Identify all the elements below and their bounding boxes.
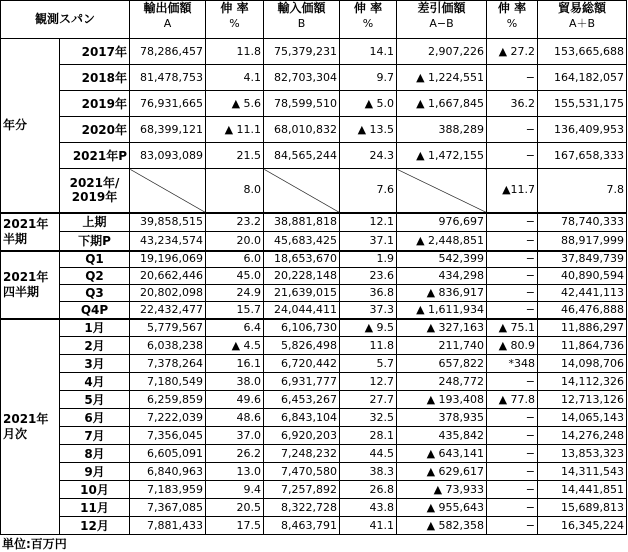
- import-value: 5,826,498: [264, 337, 340, 355]
- balance-growth: −: [487, 268, 538, 285]
- export-value: 39,858,515: [130, 213, 206, 232]
- table-row: [1, 251, 627, 268]
- total-value: 136,409,953: [538, 117, 627, 143]
- import-value: 20,228,148: [264, 268, 340, 285]
- import-value: 7,257,892: [264, 481, 340, 499]
- group-quarter: [1, 251, 60, 319]
- import-value: 8,322,728: [264, 499, 340, 517]
- import-growth: 38.3: [340, 463, 397, 481]
- total-value: 14,441,851: [538, 481, 627, 499]
- export-value: 6,605,091: [130, 445, 206, 463]
- total-value: 40,890,594: [538, 268, 627, 285]
- balance-growth: ▲ 27.2: [487, 39, 538, 65]
- export-value: 7,183,959: [130, 481, 206, 499]
- export-value: 7,222,039: [130, 409, 206, 427]
- row-label: 2月: [60, 337, 130, 355]
- balance-value: ▲ 2,448,851: [397, 232, 487, 251]
- import-growth: 12.7: [340, 373, 397, 391]
- balance-growth: −: [487, 117, 538, 143]
- ratio-label-line2: 2019年: [71, 190, 118, 205]
- export-value: 6,038,238: [130, 337, 206, 355]
- import-value: 45,683,425: [264, 232, 340, 251]
- row-label: 2017年: [60, 39, 130, 65]
- import-growth: 9.7: [340, 65, 397, 91]
- total-value: 7.8: [538, 169, 627, 213]
- balance-value: ▲ 955,643: [397, 499, 487, 517]
- export-growth: 15.7: [206, 302, 264, 319]
- unit-label: 単位:百万円: [2, 537, 67, 551]
- balance-growth: −: [487, 251, 538, 268]
- header-growth-import: 伸 率 %: [340, 1, 397, 39]
- export-growth: ▲ 5.6: [206, 91, 264, 117]
- row-label: Q3: [60, 285, 130, 302]
- balance-growth: −: [487, 213, 538, 232]
- header-growth-export: 伸 率 %: [206, 1, 264, 39]
- empty-diagonal-cell: [264, 169, 340, 213]
- export-value: 7,881,433: [130, 517, 206, 535]
- total-value: 14,276,248: [538, 427, 627, 445]
- import-value: 6,931,777: [264, 373, 340, 391]
- export-growth: ▲ 11.1: [206, 117, 264, 143]
- import-value: 24,044,411: [264, 302, 340, 319]
- total-value: 14,311,543: [538, 463, 627, 481]
- import-value: 6,720,442: [264, 355, 340, 373]
- export-growth: 23.2: [206, 213, 264, 232]
- import-growth: 23.6: [340, 268, 397, 285]
- group-quarter-line2: 四半期: [3, 284, 40, 299]
- import-growth: 12.1: [340, 213, 397, 232]
- balance-growth: −: [487, 373, 538, 391]
- balance-growth: 36.2: [487, 91, 538, 117]
- group-half-line1: 2021年: [3, 216, 49, 231]
- import-value: 6,843,104: [264, 409, 340, 427]
- import-growth: 36.8: [340, 285, 397, 302]
- export-value: 5,779,567: [130, 319, 206, 337]
- total-value: 11,864,736: [538, 337, 627, 355]
- export-value: 6,259,859: [130, 391, 206, 409]
- import-value: 75,379,231: [264, 39, 340, 65]
- ratio-label-line1: 2021年/: [69, 176, 120, 191]
- import-value: 6,453,267: [264, 391, 340, 409]
- balance-growth: ▲ 80.9: [487, 337, 538, 355]
- row-label: Q2: [60, 268, 130, 285]
- balance-value: 388,289: [397, 117, 487, 143]
- empty-diagonal-cell: [130, 169, 206, 213]
- balance-growth: −: [487, 445, 538, 463]
- table-row: [1, 499, 627, 517]
- export-value: 68,399,121: [130, 117, 206, 143]
- table-row: [1, 213, 627, 232]
- balance-value: 657,822: [397, 355, 487, 373]
- header-total: 貿易総額 A＋B: [538, 1, 627, 39]
- row-label: Q4P: [60, 302, 130, 319]
- balance-value: ▲ 582,358: [397, 517, 487, 535]
- table-row: [1, 268, 627, 285]
- row-label: 6月: [60, 409, 130, 427]
- export-growth: 20.0: [206, 232, 264, 251]
- export-growth: 17.5: [206, 517, 264, 535]
- balance-growth: −: [487, 481, 538, 499]
- table-row: [1, 302, 627, 319]
- row-label: 1月: [60, 319, 130, 337]
- table-row: [1, 143, 627, 169]
- total-value: 37,849,739: [538, 251, 627, 268]
- balance-growth: −: [487, 302, 538, 319]
- total-value: 14,112,326: [538, 373, 627, 391]
- balance-growth: −: [487, 409, 538, 427]
- import-growth: ▲ 5.0: [340, 91, 397, 117]
- group-monthly: [1, 319, 60, 535]
- group-monthly-line2: 月次: [3, 426, 28, 441]
- table-row: [1, 232, 627, 251]
- balance-growth: *348: [487, 355, 538, 373]
- total-value: 16,345,224: [538, 517, 627, 535]
- total-value: 42,441,113: [538, 285, 627, 302]
- header-export: 輸出価額 A: [130, 1, 206, 39]
- export-growth: 9.4: [206, 481, 264, 499]
- import-growth: 14.1: [340, 39, 397, 65]
- import-value: 38,881,818: [264, 213, 340, 232]
- balance-growth: −: [487, 285, 538, 302]
- balance-value: ▲ 193,408: [397, 391, 487, 409]
- export-growth: 6.0: [206, 251, 264, 268]
- export-growth: 48.6: [206, 409, 264, 427]
- export-value: 7,378,264: [130, 355, 206, 373]
- export-growth: 8.0: [206, 169, 264, 213]
- import-growth: 24.3: [340, 143, 397, 169]
- import-value: 6,106,730: [264, 319, 340, 337]
- row-label: 11月: [60, 499, 130, 517]
- balance-value: 976,697: [397, 213, 487, 232]
- total-value: 164,182,057: [538, 65, 627, 91]
- total-value: 167,658,333: [538, 143, 627, 169]
- table-row: [1, 117, 627, 143]
- import-growth: 41.1: [340, 517, 397, 535]
- header-import: 輸入価額 B: [264, 1, 340, 39]
- header-balance: 差引価額 A−B: [397, 1, 487, 39]
- row-label: 3月: [60, 355, 130, 373]
- balance-value: 435,842: [397, 427, 487, 445]
- import-growth: 32.5: [340, 409, 397, 427]
- import-growth: 11.8: [340, 337, 397, 355]
- export-value: 76,931,665: [130, 91, 206, 117]
- export-growth: 45.0: [206, 268, 264, 285]
- import-growth: ▲ 13.5: [340, 117, 397, 143]
- balance-growth: ▲ 77.8: [487, 391, 538, 409]
- group-quarter-line1: 2021年: [3, 269, 49, 284]
- row-label: 4月: [60, 373, 130, 391]
- export-growth: 11.8: [206, 39, 264, 65]
- row-label: Q1: [60, 251, 130, 268]
- export-value: 7,180,549: [130, 373, 206, 391]
- export-value: 20,802,098: [130, 285, 206, 302]
- export-value: 43,234,574: [130, 232, 206, 251]
- balance-value: ▲ 836,917: [397, 285, 487, 302]
- export-value: 19,196,069: [130, 251, 206, 268]
- export-growth: 21.5: [206, 143, 264, 169]
- balance-growth: −: [487, 463, 538, 481]
- table-row: [1, 39, 627, 65]
- table-row: [1, 65, 627, 91]
- empty-diagonal-cell: [397, 169, 487, 213]
- row-label: 2018年: [60, 65, 130, 91]
- import-value: 7,248,232: [264, 445, 340, 463]
- balance-growth: −: [487, 517, 538, 535]
- row-label: 2020年: [60, 117, 130, 143]
- row-label: 5月: [60, 391, 130, 409]
- balance-growth: −: [487, 143, 538, 169]
- balance-value: 248,772: [397, 373, 487, 391]
- import-value: 21,639,015: [264, 285, 340, 302]
- header-growth-balance: 伸 率 %: [487, 1, 538, 39]
- group-annual: [1, 39, 60, 213]
- import-growth: 43.8: [340, 499, 397, 517]
- export-growth: 20.5: [206, 499, 264, 517]
- table-row: [1, 169, 627, 213]
- import-value: 82,703,304: [264, 65, 340, 91]
- import-growth: 7.6: [340, 169, 397, 213]
- balance-value: 542,399: [397, 251, 487, 268]
- export-value: 83,093,089: [130, 143, 206, 169]
- balance-value: 378,935: [397, 409, 487, 427]
- row-label: 10月: [60, 481, 130, 499]
- group-annual-line1: 年分: [3, 117, 28, 132]
- row-label: 7月: [60, 427, 130, 445]
- table-row: [1, 91, 627, 117]
- total-value: 13,853,323: [538, 445, 627, 463]
- header-row: [1, 1, 627, 39]
- total-value: 11,886,297: [538, 319, 627, 337]
- total-value: 88,917,999: [538, 232, 627, 251]
- export-growth: 24.9: [206, 285, 264, 302]
- balance-value: ▲ 629,617: [397, 463, 487, 481]
- table-row: [1, 445, 627, 463]
- table-row: [1, 319, 627, 337]
- export-value: 78,286,457: [130, 39, 206, 65]
- balance-growth: −: [487, 499, 538, 517]
- export-value: 22,432,477: [130, 302, 206, 319]
- table-row: [1, 409, 627, 427]
- table-row: [1, 463, 627, 481]
- balance-value: 434,298: [397, 268, 487, 285]
- row-label: 2021年P: [60, 143, 130, 169]
- total-value: 153,665,688: [538, 39, 627, 65]
- table-row: [1, 481, 627, 499]
- total-value: 46,476,888: [538, 302, 627, 319]
- table-row: [1, 427, 627, 445]
- import-growth: 26.8: [340, 481, 397, 499]
- row-label: 下期P: [60, 232, 130, 251]
- export-growth: 6.4: [206, 319, 264, 337]
- balance-growth: −: [487, 232, 538, 251]
- import-growth: 28.1: [340, 427, 397, 445]
- table-row: [1, 285, 627, 302]
- import-value: 7,470,580: [264, 463, 340, 481]
- import-growth: 27.7: [340, 391, 397, 409]
- export-value: 81,478,753: [130, 65, 206, 91]
- import-growth: ▲ 9.5: [340, 319, 397, 337]
- total-value: 14,065,143: [538, 409, 627, 427]
- header-period: 観測スパン: [1, 1, 130, 39]
- row-label: 8月: [60, 445, 130, 463]
- row-label: 12月: [60, 517, 130, 535]
- balance-growth: ▲11.7: [487, 169, 538, 213]
- export-value: 7,356,045: [130, 427, 206, 445]
- total-value: 155,531,175: [538, 91, 627, 117]
- export-value: 6,840,963: [130, 463, 206, 481]
- import-value: 78,599,510: [264, 91, 340, 117]
- balance-growth: −: [487, 427, 538, 445]
- import-value: 18,653,670: [264, 251, 340, 268]
- row-label: [60, 169, 130, 213]
- import-value: 84,565,244: [264, 143, 340, 169]
- row-label: 9月: [60, 463, 130, 481]
- balance-value: ▲ 327,163: [397, 319, 487, 337]
- export-value: 7,367,085: [130, 499, 206, 517]
- group-half: [1, 213, 60, 251]
- row-label: 2019年: [60, 91, 130, 117]
- import-growth: 37.1: [340, 232, 397, 251]
- table-row: [1, 355, 627, 373]
- balance-value: ▲ 643,141: [397, 445, 487, 463]
- export-growth: ▲ 4.5: [206, 337, 264, 355]
- table-row: [1, 337, 627, 355]
- row-label: 上期: [60, 213, 130, 232]
- import-value: 68,010,832: [264, 117, 340, 143]
- export-growth: 4.1: [206, 65, 264, 91]
- export-growth: 16.1: [206, 355, 264, 373]
- import-growth: 44.5: [340, 445, 397, 463]
- total-value: 14,098,706: [538, 355, 627, 373]
- total-value: 12,713,126: [538, 391, 627, 409]
- import-value: 6,920,203: [264, 427, 340, 445]
- import-growth: 37.3: [340, 302, 397, 319]
- balance-value: ▲ 1,472,155: [397, 143, 487, 169]
- balance-growth: ▲ 75.1: [487, 319, 538, 337]
- balance-value: 2,907,226: [397, 39, 487, 65]
- table-row: [1, 517, 627, 535]
- import-growth: 1.9: [340, 251, 397, 268]
- balance-growth: −: [487, 65, 538, 91]
- balance-value: ▲ 73,933: [397, 481, 487, 499]
- balance-value: ▲ 1,611,934: [397, 302, 487, 319]
- export-growth: 13.0: [206, 463, 264, 481]
- import-growth: 5.7: [340, 355, 397, 373]
- balance-value: ▲ 1,224,551: [397, 65, 487, 91]
- export-value: 20,662,446: [130, 268, 206, 285]
- export-growth: 37.0: [206, 427, 264, 445]
- balance-value: 211,740: [397, 337, 487, 355]
- table-row: [1, 373, 627, 391]
- export-growth: 49.6: [206, 391, 264, 409]
- import-value: 8,463,791: [264, 517, 340, 535]
- balance-value: ▲ 1,667,845: [397, 91, 487, 117]
- table-row: [1, 391, 627, 409]
- group-monthly-line1: 2021年: [3, 411, 49, 426]
- export-growth: 26.2: [206, 445, 264, 463]
- total-value: 78,740,333: [538, 213, 627, 232]
- total-value: 15,689,813: [538, 499, 627, 517]
- export-growth: 38.0: [206, 373, 264, 391]
- group-half-line2: 半期: [3, 231, 28, 246]
